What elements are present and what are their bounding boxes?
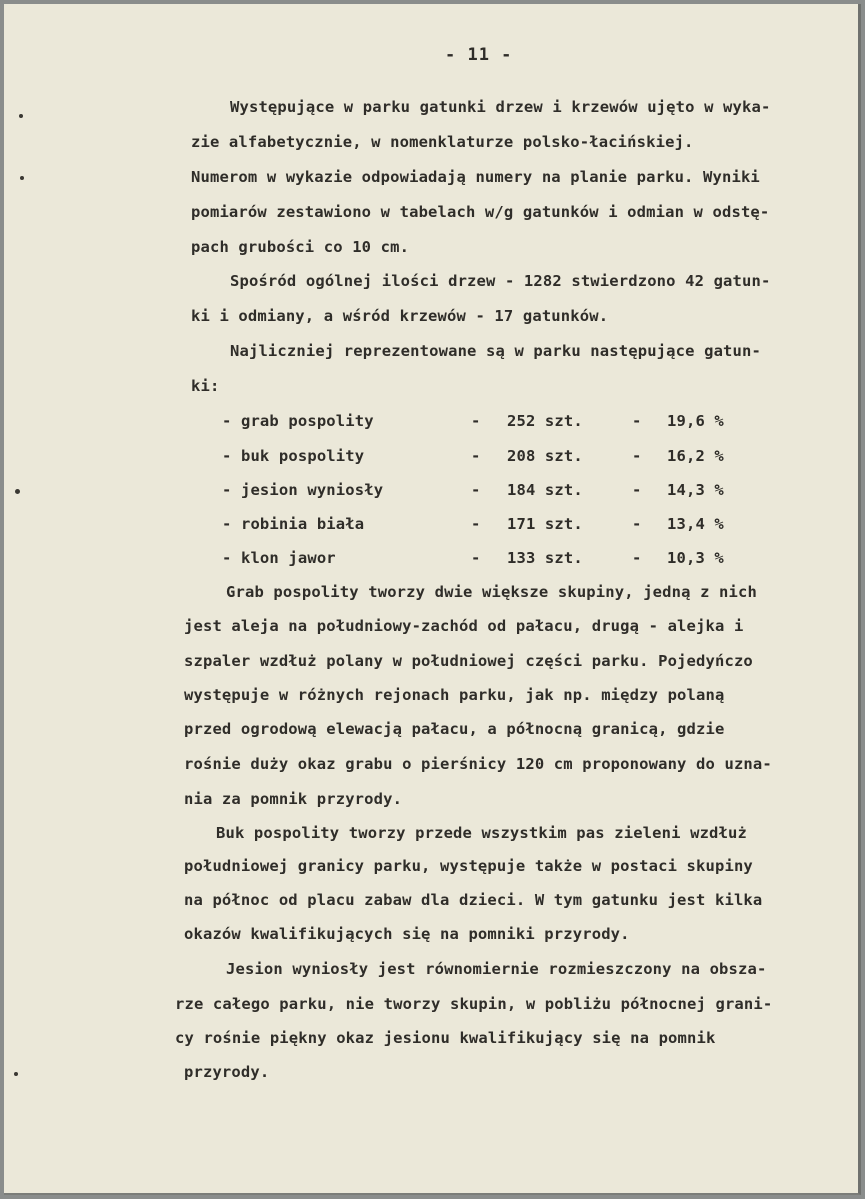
species-percent: 14,3 % — [667, 481, 724, 499]
species-count: 133 szt. — [507, 549, 583, 567]
species-percent: 13,4 % — [667, 515, 724, 533]
species-name: - jesion wyniosły — [222, 481, 384, 499]
paragraph-4-line-4: występuje w różnych rejonach parku, jak np. między polaną — [184, 686, 725, 704]
scan-speck — [14, 1072, 18, 1076]
paragraph-3-line-2: ki: — [191, 377, 220, 395]
dash: - — [471, 447, 481, 465]
paragraph-5-line-4: okazów kwalifikujących się na pomniki przyrody. — [184, 925, 630, 943]
paragraph-2-line-2: ki i odmiany, a wśród krzewów - 17 gatunków. — [191, 307, 609, 325]
paragraph-4-line-7: nia za pomnik przyrody. — [184, 790, 403, 808]
paragraph-5-line-1: Buk pospolity tworzy przede wszystkim pas zieleni wzdłuż — [216, 824, 747, 842]
species-count: 252 szt. — [507, 412, 583, 430]
paragraph-4-line-5: przed ogrodową elewacją pałacu, a północną granicą, gdzie — [184, 720, 725, 738]
dash: - — [471, 549, 481, 567]
paragraph-3-line-1: Najliczniej reprezentowane są w parku następujące gatun- — [230, 342, 761, 360]
paragraph-4-line-1: Grab pospolity tworzy dwie większe skupiny, jedną z nich — [226, 583, 757, 601]
paragraph-4-line-6: rośnie duży okaz grabu o pierśnicy 120 cm proponowany do uzna- — [184, 755, 772, 773]
dash: - — [632, 412, 642, 430]
paragraph-6-line-3: cy rośnie piękny okaz jesionu kwalifikujący się na pomnik — [175, 1029, 716, 1047]
document-page — [4, 4, 861, 1195]
species-count: 208 szt. — [507, 447, 583, 465]
dash: - — [471, 481, 481, 499]
paragraph-5-line-3: na północ od placu zabaw dla dzieci. W tym gatunku jest kilka — [184, 891, 763, 909]
paragraph-6-line-2: rze całego parku, nie tworzy skupin, w pobliżu północnej grani- — [175, 995, 773, 1013]
paragraph-6-line-4: przyrody. — [184, 1063, 270, 1081]
paragraph-6-line-1: Jesion wyniosły jest równomiernie rozmieszczony na obsza- — [226, 960, 767, 978]
species-name: - robinia biała — [222, 515, 365, 533]
paragraph-1-line-1: Występujące w parku gatunki drzew i krzewów ujęto w wyka- — [230, 98, 771, 116]
paragraph-1-line-2: zie alfabetycznie, w nomenklaturze polsko-łacińskiej. — [191, 133, 694, 151]
species-percent: 19,6 % — [667, 412, 724, 430]
page-number: - 11 - — [445, 45, 513, 65]
paragraph-4-line-3: szpaler wzdłuż polany w południowej części parku. Pojedyńczo — [184, 652, 753, 670]
dash: - — [632, 549, 642, 567]
paragraph-2-line-1: Spośród ogólnej ilości drzew - 1282 stwierdzono 42 gatun- — [230, 272, 771, 290]
scan-speck — [20, 176, 24, 180]
paragraph-4-line-2: jest aleja na południowy-zachód od pałacu, drugą - alejka i — [184, 617, 744, 635]
scan-speck — [15, 489, 20, 494]
species-count: 171 szt. — [507, 515, 583, 533]
paragraph-1-line-4: pomiarów zestawiono w tabelach w/g gatunków i odmian w odstę- — [191, 203, 770, 221]
species-percent: 16,2 % — [667, 447, 724, 465]
species-count: 184 szt. — [507, 481, 583, 499]
paragraph-1-line-5: pach grubości co 10 cm. — [191, 238, 410, 256]
species-name: - buk pospolity — [222, 447, 365, 465]
dash: - — [632, 447, 642, 465]
scan-speck — [19, 114, 23, 118]
dash: - — [632, 481, 642, 499]
species-name: - grab pospolity — [222, 412, 374, 430]
paragraph-1-line-3: Numerom w wykazie odpowiadają numery na planie parku. Wyniki — [191, 168, 760, 186]
dash: - — [632, 515, 642, 533]
species-percent: 10,3 % — [667, 549, 724, 567]
paragraph-5-line-2: południowej granicy parku, występuje także w postaci skupiny — [184, 857, 753, 875]
dash: - — [471, 412, 481, 430]
species-name: - klon jawor — [222, 549, 336, 567]
dash: - — [471, 515, 481, 533]
